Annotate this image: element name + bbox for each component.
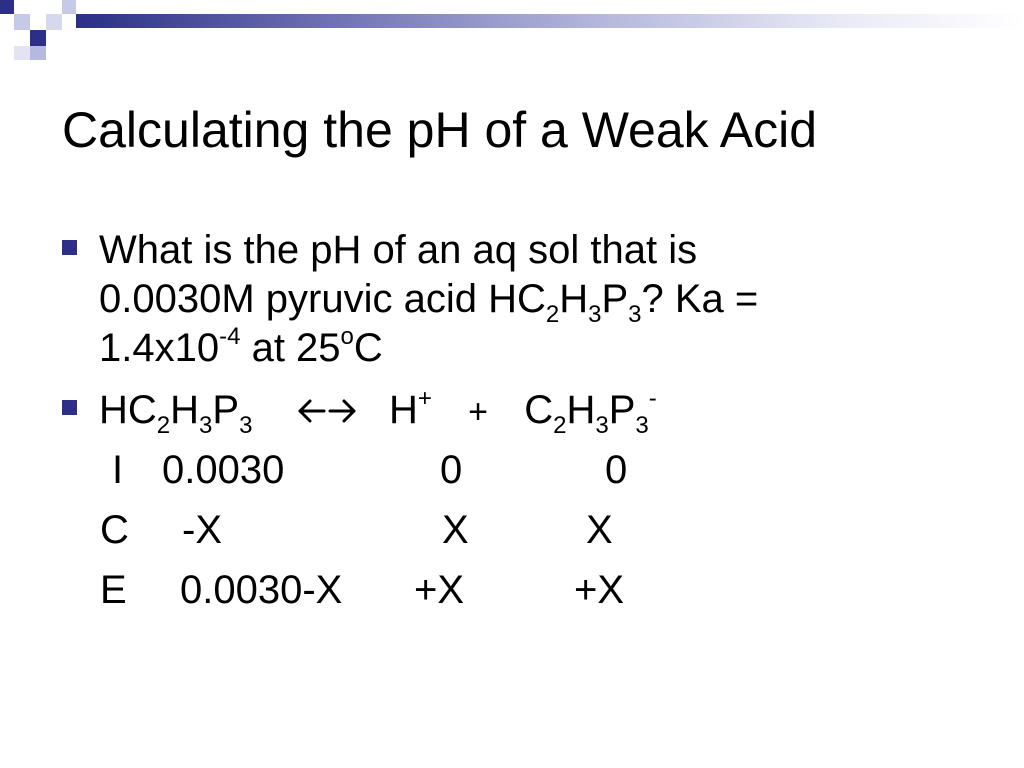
- ice-cell-hplus: X: [442, 508, 469, 552]
- square-bullet-icon: [62, 240, 77, 255]
- ice-row-label: I: [112, 448, 124, 492]
- ice-cell-base: 0: [605, 448, 628, 492]
- plus-sign: +: [468, 393, 488, 431]
- product-conjugate-base: $C_2H_3P_3^-$: [524, 385, 657, 439]
- ice-cell-hplus: +X: [414, 568, 465, 612]
- corner-square: [46, 14, 62, 30]
- ice-cell-acid: -X: [182, 508, 222, 552]
- corner-square: [30, 46, 46, 60]
- ice-cell-acid: 0.0030-X: [180, 568, 343, 612]
- equilibrium-arrow-icon: [297, 392, 357, 427]
- title-gradient-bar: [76, 14, 1024, 28]
- product-hplus: H+: [388, 385, 432, 432]
- equilibrium-equation: [99, 386, 657, 438]
- corner-square: [0, 0, 14, 14]
- ice-row-label: E: [100, 568, 127, 612]
- ice-cell-hplus: 0: [440, 448, 463, 492]
- corner-square: [14, 14, 30, 30]
- question-line-3: $1.4x10^{-4}$ at 25$^o$C: [99, 323, 383, 370]
- corner-square: [30, 30, 46, 46]
- ice-cell-acid: 0.0030: [162, 448, 285, 492]
- square-bullet-icon: [62, 400, 77, 415]
- reactant: $HC_2H_3P_3$: [99, 388, 253, 439]
- bullet-question: [62, 226, 758, 373]
- ice-row-label: C: [100, 508, 129, 552]
- corner-square: [14, 46, 30, 60]
- slide-title: Calculating the pH of a Weak Acid: [62, 102, 818, 158]
- question-line-1: What is the pH of an aq sol that is: [99, 228, 698, 272]
- bullet-question-text: [99, 226, 758, 373]
- bullet-equation: [62, 386, 657, 438]
- question-line-2: 0.0030M pyruvic acid $HC_2H_3P_3$? Ka =: [99, 277, 759, 328]
- ice-cell-base: X: [586, 508, 613, 552]
- ice-cell-base: +X: [574, 568, 625, 612]
- corner-square: [62, 0, 76, 14]
